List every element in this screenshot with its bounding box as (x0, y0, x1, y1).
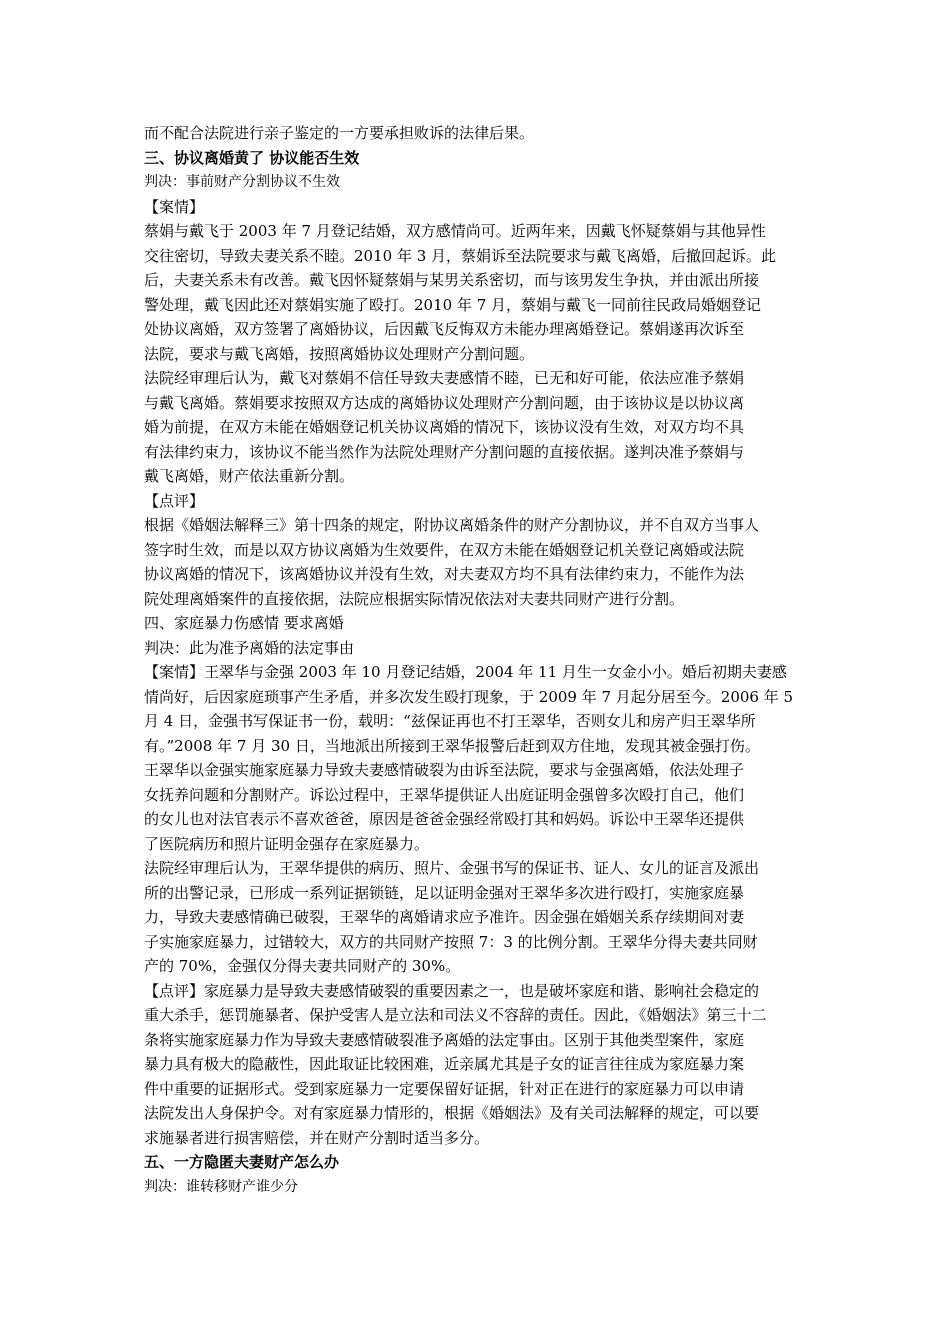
text-line: 后，夫妻关系未有改善。戴飞因怀疑蔡娟与某男关系密切，而与该男发生争执，并由派出所接 (144, 271, 760, 289)
ruling-line: 判决：谁转移财产谁少分 (144, 1178, 298, 1195)
text-line: 签字时生效，而是以双方协议离婚为生效要件，在双方未能在婚姻登记机关登记离婚或法院 (144, 540, 745, 559)
text-line: 婚为前提，在双方未能在婚姻登记机关协议离婚的情况下，该协议没有生效，对双方均不具 (144, 418, 745, 436)
text-line: 法院经审理后认为，戴飞对蔡娟不信任导致夫妻感情不睦，已无和好可能，依法应准予蔡娟 (144, 369, 745, 387)
text-line: 有。”2008 年 7 月 30 日，当地派出所接到王翠华报警后赶到双方住地，发现其被金强打伤。 (144, 736, 760, 755)
text-line: 有法律约束力，该协议不能当然作为法院处理财产分割问题的直接依据。遂判决准予蔡娟与 (144, 442, 745, 461)
text-line: 月 4 日，金强书写保证书一份，载明：“兹保证再也不打王翠华，否则女儿和房产归王翠华所 (144, 712, 756, 730)
text-line: 【案情】王翠华与金强 2003 年 10 月登记结婚，2004 年 11 月生一女金小小。婚后初期夫妻感 (144, 663, 787, 681)
text-line: 暴力具有极大的隐蔽性，因此取证比较困难，近亲属尤其是子女的证言往往成为家庭暴力案 (144, 1055, 745, 1073)
section-heading: 五、一方隐匿夫妻财产怎么办 (144, 1153, 340, 1171)
text-line: 协议离婚的情况下，该离婚协议并没有生效，对夫妻双方均不具有法律约束力，不能作为法 (144, 565, 745, 583)
section-heading: 三、协议离婚黄了 协议能否生效 (144, 148, 360, 167)
text-line: 戴飞离婚，财产依法重新分割。 (144, 467, 355, 485)
text-line: 法院经审理后认为，王翠华提供的病历、照片、金强书写的保证书、证人、女儿的证言及派出 (144, 859, 760, 877)
text-line: 所的出警记录，已形成一系列证据锁链，足以证明金强对王翠华多次进行殴打，实施家庭暴 (144, 883, 745, 902)
text-line: 求施暴者进行损害赔偿，并在财产分割时适当多分。 (144, 1128, 490, 1147)
text-line: 女抚养问题和分割财产。诉讼过程中，王翠华提供证人出庭证明金强曾多次殴打自己，他们 (144, 785, 745, 804)
text-line: 法院，要求与戴飞离婚，按照离婚协议处理财产分割问题。 (144, 344, 535, 363)
ruling-line: 判决：事前财产分割协议不生效 (144, 174, 340, 190)
text-line: 件中重要的证据形式。受到家庭暴力一定要保留好证据，针对正在进行的家庭暴力可以申请 (144, 1079, 745, 1098)
text-line: 产的 70%，金强仅分得夫妻共同财产的 30%。 (144, 957, 461, 975)
text-line: 而不配合法院进行亲子鉴定的一方要承担败诉的法律后果。 (144, 124, 535, 142)
text-line: 与戴飞离婚。蔡娟要求按照双方达成的离婚协议处理财产分割问题，由于该协议是以协议离 (144, 393, 745, 412)
comment-label: 【点评】 (144, 491, 205, 510)
text-line: 了医院病历和照片证明金强存在家庭暴力。 (144, 834, 430, 853)
text-line: 院处理离婚案件的直接依据，法院应根据实际情况依法对夫妻共同财产进行分割。 (144, 589, 685, 608)
text-line: 条将实施家庭暴力作为导致夫妻感情破裂准予离婚的法定事由。区别于其他类型案件，家庭 (144, 1030, 745, 1049)
text-line: 的女儿也对法官表示不喜欢爸爸，原因是爸爸金强经常殴打其和妈妈。诉讼中王翠华还提供 (144, 810, 745, 828)
ruling-line: 判决：此为准予离婚的法定事由 (144, 638, 355, 657)
text-line: 蔡娟与戴飞于 2003 年 7 月登记结婚，双方感情尚可。近两年来，因戴飞怀疑蔡娟与其他异性 (144, 222, 766, 240)
text-line: 根据《婚姻法解释三》第十四条的规定，附协议离婚条件的财产分割协议，并不自双方当事人 (144, 516, 760, 534)
text-line: 重大杀手，惩罚施暴者、保护受害人是立法和司法义不容辞的责任。因此，《婚姻法》第三十二 (144, 1006, 767, 1024)
text-line: 法院发出人身保护令。对有家庭暴力情形的，根据《婚姻法》及有关司法解释的规定，可以要 (144, 1104, 760, 1122)
text-line: 【点评】家庭暴力是导致夫妻感情破裂的重要因素之一，也是破坏家庭和谐、影响社会稳定的 (144, 981, 760, 1000)
case-label: 【案情】 (144, 197, 205, 216)
section-heading: 四、家庭暴力伤感情 要求离婚 (144, 614, 344, 632)
text-line: 交往密切，导致夫妻关系不睦。2010 年 3 月，蔡娟诉至法院要求与戴飞离婚，后撤回起诉。此 (144, 246, 777, 265)
text-line: 子实施家庭暴力，过错较大，双方的共同财产按照 7：3 的比例分割。王翠华分得夫妻共同财 (144, 932, 758, 951)
text-line: 警处理，戴飞因此还对蔡娟实施了殴打。2010 年 7 月，蔡娟与戴飞一同前往民政局婚姻登记 (144, 295, 762, 314)
text-line: 力，导致夫妻感情确已破裂，王翠华的离婚请求应予准许。因金强在婚姻关系存续期间对妻 (144, 908, 745, 926)
text-line: 处协议离婚，双方签署了离婚协议，后因戴飞反悔双方未能办理离婚登记。蔡娟遂再次诉至 (144, 320, 745, 338)
document-page (144, 121, 810, 1199)
text-line: 情尚好，后因家庭琐事产生矛盾，并多次发生殴打现象，于 2009 年 7 月起分居至今。2006 年 5 (144, 687, 794, 706)
text-line: 王翠华以金强实施家庭暴力导致夫妻感情破裂为由诉至法院，要求与金强离婚，依法处理子 (144, 761, 745, 779)
